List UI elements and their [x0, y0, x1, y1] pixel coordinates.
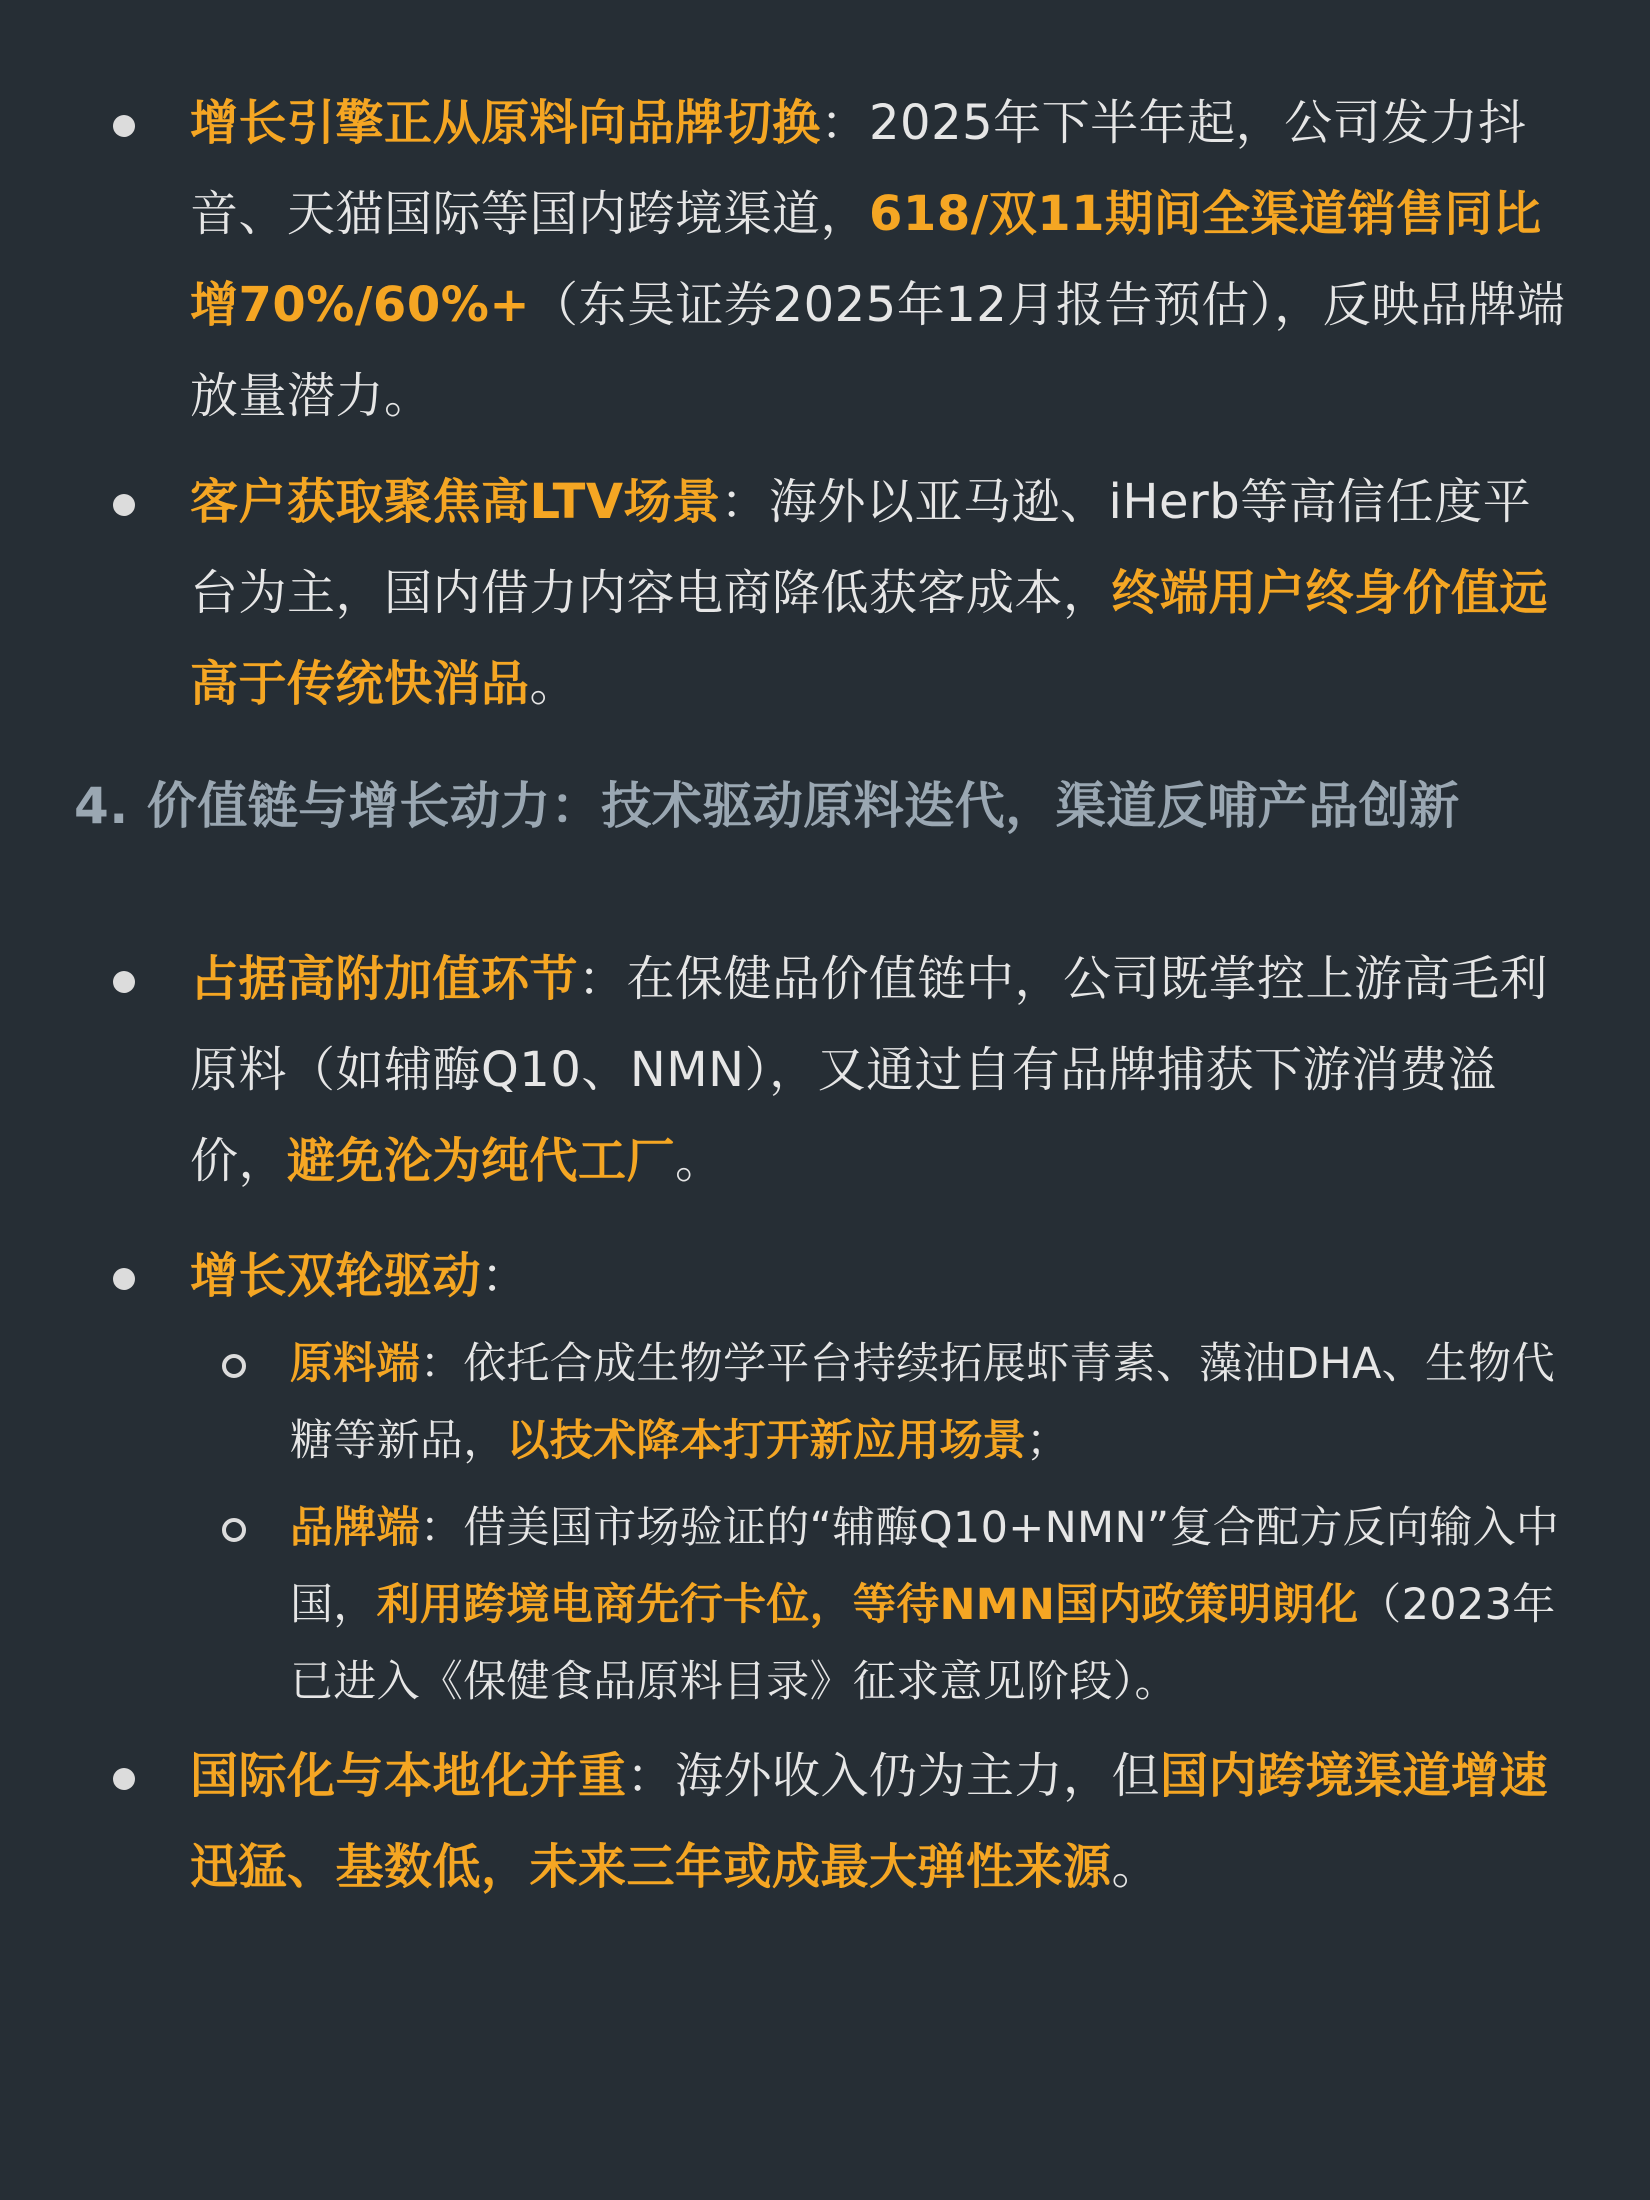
item-highlight: 618/双11期间全渠道销售同比增70%/60%+: [190, 186, 1542, 333]
bullet-list-1: [0, 78, 1650, 730]
sub-item-text: ：借美国市场验证的“辅酶Q10+NMN”复合配方反向输入中国，: [290, 1503, 1560, 1630]
bullet-list-2: [0, 934, 1650, 1913]
sub-item-highlight: 利用跨境电商先行卡位，等待NMN国内政策明朗化: [376, 1580, 1359, 1630]
list-item-growth-engine: [0, 78, 1650, 442]
sub-item-highlight: 以技术降本打开新应用场景: [506, 1416, 1027, 1466]
bullet-icon: [113, 1768, 135, 1790]
section-heading: 4. 价值链与增长动力：技术驱动原料迭代，渠道反哺产品创新: [74, 777, 1460, 835]
bullet-icon: [113, 494, 135, 516]
item-text: 。: [529, 656, 579, 712]
item-text: ：: [481, 1248, 530, 1304]
item-title: 增长双轮驱动: [190, 1248, 482, 1304]
list-item-customer-acquisition: [0, 457, 1650, 730]
sub-item-text: ；: [1026, 1416, 1070, 1466]
item-text: ：海外收入仍为主力，但: [626, 1748, 1161, 1804]
item-text: （东吴证券2025年12月报告预估），反映品牌端放量潜力。: [190, 277, 1566, 424]
hollow-bullet-icon: [222, 1518, 246, 1542]
item-text: ：海外以亚马逊、iHerb等高信任度平台为主，国内借力内容电商降低获客成本，: [190, 474, 1532, 621]
bullet-icon: [113, 115, 135, 137]
sub-item-brand: [290, 1490, 1570, 1721]
item-text: ：2025年下半年起，公司发力抖音、天猫国际等国内跨境渠道，: [190, 95, 1527, 242]
item-text: ：在保健品价值链中，公司既掌控上游高毛利原料（如辅酶Q10、NMN），又通过自有品牌捕获下游消费溢价，: [190, 951, 1549, 1189]
list-item-value-chain: [0, 934, 1650, 1207]
sub-item-text: ：依托合成生物学平台持续拓展虾青素、藻油DHA、生物代糖等新品，: [290, 1339, 1555, 1466]
sub-item-raw-material: [290, 1326, 1570, 1480]
item-text: 。: [1111, 1839, 1161, 1895]
item-highlight: 避免沦为纯代工厂: [287, 1133, 676, 1189]
item-text: 。: [675, 1133, 724, 1189]
list-item-internationalization: [0, 1731, 1650, 1913]
item-title: 增长引擎正从原料向品牌切换: [190, 95, 821, 151]
item-highlight: 国内跨境渠道增速迅猛、基数低，未来三年或成最大弹性来源: [190, 1748, 1549, 1895]
item-highlight: 终端用户终身价值远高于传统快消品: [190, 565, 1549, 712]
item-title: 占据高附加值环节: [190, 951, 579, 1007]
sub-item-text: （2023年已进入《保健食品原料目录》征求意见阶段）。: [290, 1580, 1556, 1707]
sub-item-title: 原料端: [290, 1339, 420, 1389]
hollow-bullet-icon: [222, 1354, 246, 1378]
item-title: 客户获取聚焦高LTV场景: [190, 474, 721, 530]
item-title: 国际化与本地化并重: [190, 1748, 627, 1804]
bullet-icon: [113, 1268, 135, 1290]
bullet-icon: [113, 971, 135, 993]
list-item-growth-drivers: [0, 1231, 1650, 1721]
sub-list: [190, 1326, 1570, 1721]
sub-item-title: 品牌端: [290, 1503, 420, 1553]
